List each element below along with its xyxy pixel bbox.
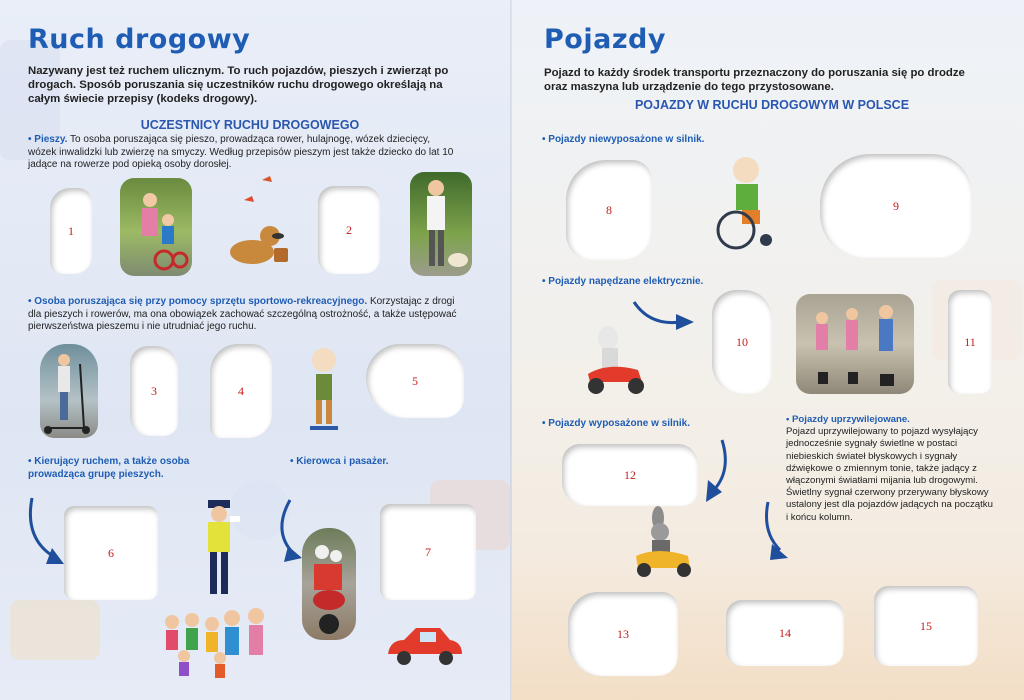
curved-arrow-icon <box>696 436 744 508</box>
segway-icon <box>796 294 914 394</box>
dog-cartoon <box>222 170 292 274</box>
bullet: • <box>542 418 549 429</box>
pieszy-label: Pieszy. <box>34 134 68 145</box>
wheelchair-icon <box>712 152 782 252</box>
kierowca-label: Kierowca i pasażer. <box>296 456 389 467</box>
sticker-slot-13[interactable]: 13 <box>568 592 678 676</box>
sticker-slot-15[interactable]: 15 <box>874 586 978 666</box>
intro-text: Pojazd to każdy środek transportu przeznaczony do poruszania się po drodze oraz maszyna lub urządzenie do tego przystosowane. <box>544 67 965 93</box>
pedestrian-icon <box>410 172 472 276</box>
sticker-slot-4[interactable]: 4 <box>210 344 272 438</box>
motor-scooter-icon <box>628 506 698 580</box>
uprzywilejowane-text: Pojazd uprzywilejowany to pojazd wysyłający jednocześnie sygnały świetlne w postaci niebieskich świateł błyskowych i sygnały dźwiękowe o zmiennym tonie, także jadący z włączonymi światłami mijania lub drogowymi. Świetlny sygnał czerwony przerywany błyskowy ustalony jest dla pojazdów jadących na początku i końcu kolumn. <box>786 426 993 523</box>
motorcycle-riders-photo <box>302 528 356 640</box>
children-icon <box>160 600 280 680</box>
sport-paragraph <box>28 296 468 334</box>
sticker-slot-5[interactable]: 5 <box>366 344 464 418</box>
bullet: • <box>290 456 297 467</box>
page-title: Pojazdy <box>544 24 666 55</box>
mouse-on-scooter-cartoon <box>578 318 654 398</box>
section-subheading: POJAZDY W RUCHU DROGOWYM W POLSCE <box>634 98 910 112</box>
uprzywilejowane-label: Pojazdy uprzywilejowane. <box>792 414 910 425</box>
background-decoration <box>10 600 100 660</box>
elektryczne-label: Pojazdy napędzane elektrycznie. <box>548 276 704 287</box>
woman-with-dog-photo <box>410 172 472 276</box>
sport-text: Korzystając z drogi dla pieszych i rowerów, ma ona obowiązek zachować szczególną ostrożność, a także ustępować pierwszeństwa pieszemu i nie utrudniać jego ruchu. <box>28 296 457 332</box>
right-page <box>512 0 1024 700</box>
dog-with-birds-icon <box>222 170 292 274</box>
sticker-slot-7[interactable]: 7 <box>380 504 476 600</box>
sticker-slot-14[interactable]: 14 <box>726 600 844 666</box>
car-cartoon <box>382 618 466 672</box>
sticker-slot-2[interactable]: 2 <box>318 186 380 274</box>
bullet: • <box>28 456 35 467</box>
sticker-slot-6[interactable]: 6 <box>64 506 158 600</box>
intro-text: Nazywany jest też ruchem ulicznym. To ruch pojazdów, pieszych i zwierząt po drogach. Sposób poruszania się uczestników ruchu drogowego określają na całym świecie przepisy (kodeks drogowy). <box>28 65 449 105</box>
traffic-officer-cartoon <box>194 498 244 602</box>
motorbike-icon <box>302 528 356 640</box>
kierujacy-label: Kierujący ruchem, a także osoba prowadząca grupę pieszych. <box>28 456 190 480</box>
uprzywilejowane-paragraph <box>786 414 996 524</box>
segway-riders-photo <box>796 294 914 394</box>
sticker-slot-10[interactable]: 10 <box>712 290 772 394</box>
scooter-icon <box>40 344 98 438</box>
pieszy-text: To osoba poruszająca się pieszo, prowadząca rower, hulajnogę, wózek dziecięcy, wózek inwalidzki lub zwierzę na smyczy. Według przepisów pieszym jest także dziecko do lat 10 jadące na rowerze pod opieką osoby dorosłej. <box>28 134 454 170</box>
bullet: • <box>28 134 35 145</box>
police-officer-icon <box>194 498 244 602</box>
skater-icon <box>298 342 350 434</box>
elektryczne-paragraph <box>542 276 742 289</box>
niewyposazone-label: Pojazdy niewyposażone w silnik. <box>548 134 705 145</box>
cyclists-icon <box>120 178 192 276</box>
rabbit-on-scooter-cartoon <box>628 506 698 580</box>
sticker-slot-1[interactable]: 1 <box>50 188 92 274</box>
sticker-slot-8[interactable]: 8 <box>566 160 652 260</box>
sticker-slot-11[interactable]: 11 <box>948 290 992 394</box>
sport-label: Osoba poruszająca się przy pomocy sprzętu sportowo-rekreacyjnego. <box>34 296 368 307</box>
bullet: • <box>786 414 793 425</box>
children-group-cartoon <box>160 600 280 680</box>
kierowca-paragraph <box>290 456 450 469</box>
sticker-slot-9[interactable]: 9 <box>820 154 972 258</box>
pieszy-paragraph <box>28 134 458 172</box>
bullet: • <box>542 134 549 145</box>
curved-arrow-icon <box>758 498 794 568</box>
section-subheading: UCZESTNICY RUCHU DROGOWEGO <box>140 118 360 132</box>
sticker-slot-12[interactable]: 12 <box>562 444 698 506</box>
red-car-icon <box>382 618 466 672</box>
skater-cartoon <box>298 342 350 434</box>
silnik-label: Pojazdy wyposażone w silnik. <box>548 418 690 429</box>
page-title: Ruch drogowy <box>28 24 251 55</box>
silnik-paragraph <box>542 418 742 431</box>
niewyposazone-paragraph <box>542 134 842 147</box>
wheelchair-cartoon <box>712 152 782 252</box>
sticker-slot-3[interactable]: 3 <box>130 346 178 436</box>
bullet: • <box>28 296 35 307</box>
electric-scooter-icon <box>578 318 654 398</box>
scooter-rider-photo <box>40 344 98 438</box>
kierujacy-paragraph <box>28 456 248 481</box>
family-cycling-photo <box>120 178 192 276</box>
bullet: • <box>542 276 549 287</box>
